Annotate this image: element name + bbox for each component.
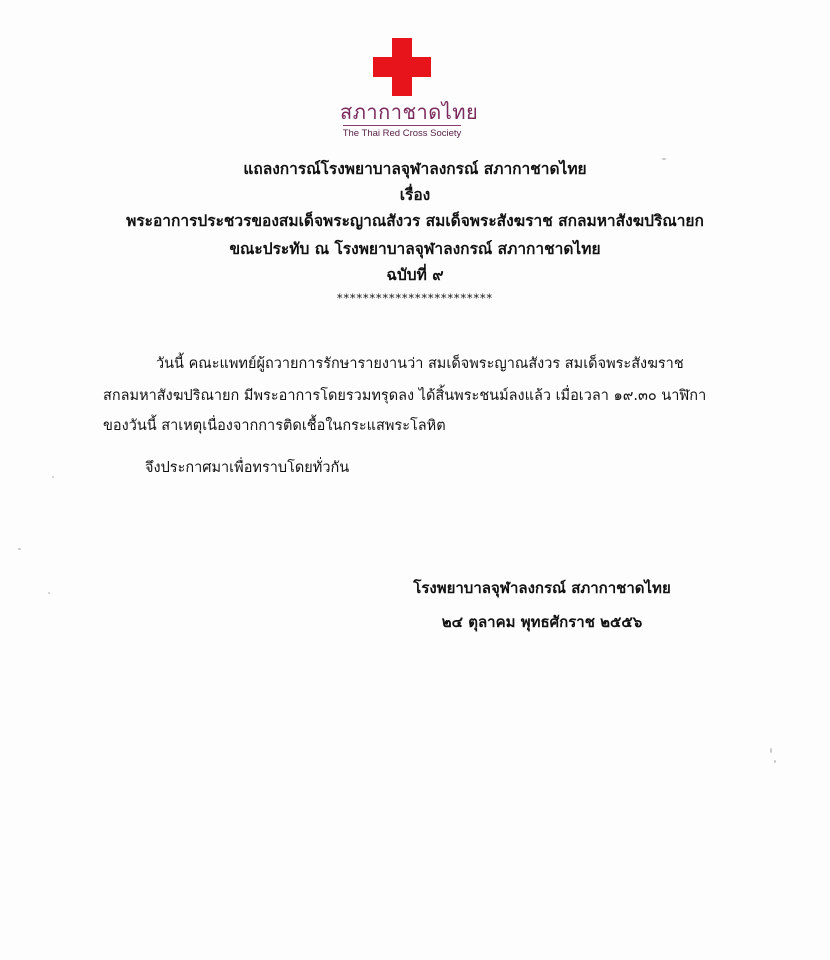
body-closing: จึงประกาศมาเพื่อทราบโดยทั่วกัน [145, 460, 350, 476]
logo-org-name-en: The Thai Red Cross Society [342, 128, 462, 139]
scan-speck [48, 592, 50, 594]
scan-speck [774, 760, 776, 763]
signature-org: โรงพยาบาลจุฬาลงกรณ์ สภากาชาดไทย [413, 579, 671, 597]
logo-org-name-th: สภากาชาดไทย [340, 100, 479, 124]
body-paragraph-line-3: ของวันนี้ สาเหตุเนื่องจากการติดเชื้อในกระแสพระโลหิต [103, 418, 446, 434]
header-location: ขณะประทับ ณ โรงพยาบาลจุฬาลงกรณ์ สภากาชาดไทย [229, 239, 601, 258]
scan-speck [770, 748, 772, 753]
signature-date: ๒๔ ตุลาคม พุทธศักราช ๒๕๕๖ [441, 613, 643, 631]
header-title: แถลงการณ์โรงพยาบาลจุฬาลงกรณ์ สภากาชาดไทย [243, 159, 587, 178]
header-subject-label: เรื่อง [399, 185, 431, 204]
scan-speck [52, 476, 54, 478]
logo-divider [343, 125, 461, 126]
body-paragraph-line-1: วันนี้ คณะแพทย์ผู้ถวายการรักษารายงานว่า สมเด็จพระญาณสังวร สมเด็จพระสังฆราช [156, 356, 684, 372]
body-paragraph-line-2: สกลมหาสังฆปริณายก มีพระอาการโดยรวมทรุดลง ได้สิ้นพระชนม์ลงแล้ว เมื่อเวลา ๑๙.๓๐ นาฬิกา [103, 388, 707, 404]
header-separator: ************************ [337, 292, 493, 305]
red-cross-icon [373, 38, 431, 96]
red-cross-logo [340, 38, 479, 140]
header-subject: พระอาการประชวรของสมเด็จพระญาณสังวร สมเด็จพระสังฆราช สกลมหาสังฆปริณายก [126, 211, 704, 230]
scan-speck [18, 548, 21, 550]
header-issue-number: ฉบับที่ ๙ [386, 265, 444, 284]
